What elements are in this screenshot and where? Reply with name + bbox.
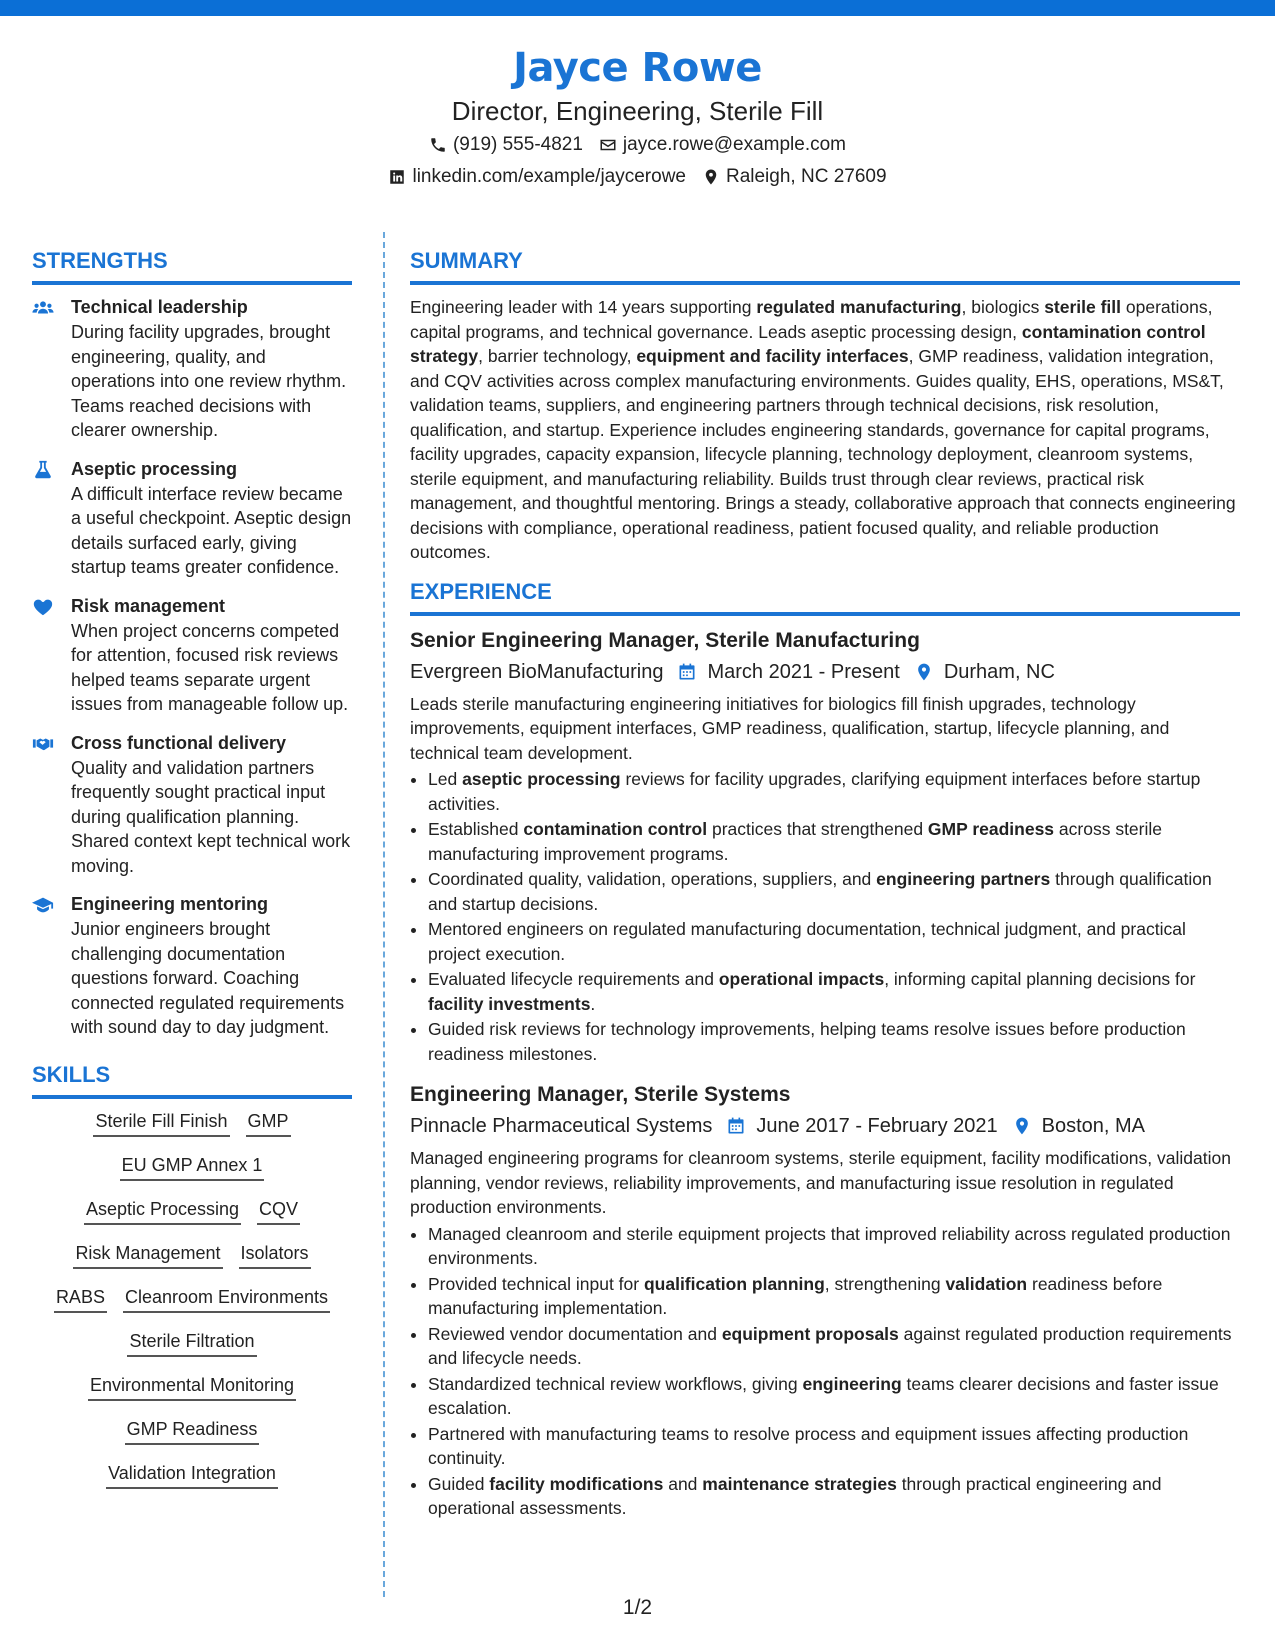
- phone-contact[interactable]: [429, 130, 583, 160]
- email-contact[interactable]: [599, 130, 846, 160]
- bullet-item: • Guided facility modifications and maintenance strategies through practical engineering and operational assessments.: [428, 1472, 1240, 1521]
- bold-keyword: equipment proposals: [721, 1323, 899, 1344]
- location-contact: [702, 162, 887, 192]
- job-meta: [410, 656, 1240, 688]
- contact-row-1: [0, 130, 1275, 160]
- map-pin-icon: [914, 662, 934, 682]
- calendar-icon: [677, 662, 697, 682]
- job-company: Pinnacle Pharmaceutical Systems: [410, 1115, 713, 1137]
- skill-row: [32, 1285, 352, 1313]
- job-location: Boston, MA: [1041, 1115, 1146, 1137]
- flask-icon: [32, 459, 54, 481]
- bold-keyword: GMP readiness: [927, 819, 1055, 839]
- bold-keyword: operational impacts: [718, 969, 885, 989]
- linkedin-contact[interactable]: [388, 162, 686, 192]
- strength-item: [32, 457, 352, 580]
- skill-row: [32, 1373, 352, 1401]
- job-description: Managed engineering programs for cleanroom systems, sterile equipment, facility modifications, validation planning, vendor reviews, reliability improvements, and manufacturing issue resolution in regulated production environments.: [410, 1148, 1231, 1217]
- bold-keyword: facility modifications: [489, 1473, 664, 1494]
- summary-heading: SUMMARY: [410, 246, 1240, 285]
- skill-tag: CQV: [257, 1197, 300, 1225]
- job-entry: [410, 1080, 1240, 1521]
- bullet-item: • Mentored engineers on regulated manufacturing documentation, technical judgment, and practical project execution.: [428, 917, 1240, 966]
- bullet-item: • Provided technical input for qualification planning, strengthening validation readiness before manufacturing implementation.: [428, 1272, 1240, 1321]
- job-bullets: [410, 767, 1240, 1066]
- skill-tag: GMP: [246, 1109, 291, 1137]
- candidate-name: Jayce Rowe: [513, 45, 762, 91]
- skill-row: [32, 1153, 352, 1181]
- bold-keyword: contamination control strategy: [410, 321, 1206, 366]
- candidate-title: Director, Engineering, Sterile Fill: [451, 96, 824, 126]
- job-meta: [410, 1110, 1240, 1142]
- strength-description: During facility upgrades, brought engineering, quality, and operations into one review rhythm. Teams reached decisions with clearer ownership.: [71, 322, 347, 440]
- bold-keyword: validation: [945, 1273, 1028, 1294]
- bold-keyword: contamination control: [523, 819, 708, 839]
- strength-description: When project concerns competed for attention, focused risk reviews helped teams separate urgent issues from manageable follow up.: [71, 620, 349, 714]
- skill-tag: Environmental Monitoring: [88, 1373, 296, 1401]
- bold-keyword: facility investments: [428, 993, 591, 1014]
- bullet-item: • Managed cleanroom and sterile equipment projects that improved reliability across regulated production environments.: [428, 1222, 1240, 1271]
- bullet-item: • Evaluated lifecycle requirements and operational impacts, informing capital planning decisions for facility investments.: [428, 967, 1240, 1016]
- skill-row: [32, 1109, 352, 1137]
- phone-icon: [429, 136, 447, 154]
- skill-tag: GMP Readiness: [125, 1417, 260, 1445]
- resume-header: [0, 42, 1275, 192]
- email-text: jayce.rowe@example.com: [622, 134, 847, 155]
- skill-tag: Risk Management: [73, 1241, 222, 1269]
- summary-text: Engineering leader with 14 years supporting regulated manufacturing, biologics sterile fill operations, capital programs, and technical governance. Leads aseptic processing design, contamination control strategy, barrier technology, equipment and facility interfaces, GMP readiness, validation integration, and CQV activities across complex manufacturing environments. Guides quality, EHS, operations, MS&T, validation teams, suppliers, and engineering partners through technical decisions, risk resolution, qualification, and startup. Experience includes engineering standards, governance for capital programs, facility upgrades, capacity expansion, lifecycle planning, technology deployment, cleanroom systems, sterile equipment, and manufacturing reliability. Builds trust through clear reviews, practical risk management, and thoughtful mentoring. Brings a steady, collaborative approach that connects engineering decisions with compliance, operational readiness, patient focused quality, and reliable production outcomes.: [410, 297, 1236, 562]
- strength-title: Risk management: [71, 595, 226, 616]
- bullet-item: • Partnered with manufacturing teams to resolve process and equipment issues affecting production continuity.: [428, 1422, 1240, 1471]
- bold-keyword: sterile fill: [1044, 297, 1122, 317]
- bullet-item: • Led aseptic processing reviews for facility upgrades, clarifying equipment interfaces before startup activities.: [428, 767, 1240, 816]
- envelope-icon: [599, 136, 617, 154]
- column-divider: [383, 232, 385, 1597]
- phone-text: (919) 555-4821: [452, 134, 583, 155]
- experience-list: [410, 626, 1240, 1521]
- bold-keyword: maintenance strategies: [702, 1473, 897, 1494]
- strength-title: Technical leadership: [71, 297, 248, 317]
- bullet-item: • Reviewed vendor documentation and equipment proposals against regulated production requirements and lifecycle needs.: [428, 1322, 1240, 1371]
- strengths-heading: STRENGTHS: [32, 246, 352, 285]
- skill-row: [32, 1329, 352, 1357]
- skill-row: [32, 1417, 352, 1445]
- skills-heading: SKILLS: [32, 1060, 352, 1099]
- skill-tag: Sterile Fill Finish: [93, 1109, 229, 1137]
- bold-keyword: equipment and facility interfaces: [636, 346, 909, 366]
- skill-tag: Aseptic Processing: [84, 1197, 241, 1225]
- job-company: Evergreen BioManufacturing: [410, 660, 664, 683]
- skill-row: [32, 1197, 352, 1225]
- job-dates: March 2021 - Present: [707, 660, 900, 683]
- strength-title: Cross functional delivery: [71, 732, 287, 753]
- users-icon: [32, 297, 54, 319]
- bold-keyword: aseptic processing: [462, 769, 621, 789]
- job-entry: [410, 626, 1240, 1067]
- skill-row: [32, 1461, 352, 1489]
- strength-description: A difficult interface review became a useful checkpoint. Aseptic design details surfaced early, giving startup teams greater confidence.: [71, 483, 352, 577]
- bullet-item: • Guided risk reviews for technology improvements, helping teams resolve issues before production readiness milestones.: [428, 1017, 1240, 1066]
- skill-tag: EU GMP Annex 1: [120, 1153, 265, 1181]
- skill-tag: Isolators: [239, 1241, 311, 1269]
- skill-tag: Validation Integration: [106, 1461, 278, 1489]
- job-description: Leads sterile manufacturing engineering initiatives for biologics fill finish upgrades, technology improvements, equipment interfaces, GMP readiness, qualification, startup, lifecycle planning, and technical team development.: [410, 693, 1170, 763]
- strength-item: [32, 594, 352, 717]
- left-column: [32, 246, 352, 1505]
- linkedin-icon: [388, 168, 406, 186]
- bullet-item: • Coordinated quality, validation, operations, suppliers, and engineering partners through qualification and startup decisions.: [428, 867, 1240, 916]
- job-title: Senior Engineering Manager, Sterile Manufacturing: [410, 628, 920, 652]
- map-pin-icon: [702, 168, 720, 186]
- job-bullets: [410, 1222, 1240, 1521]
- bullet-item: • Standardized technical review workflows, giving engineering teams clearer decisions and faster issue escalation.: [428, 1372, 1240, 1421]
- map-pin-icon: [1012, 1116, 1032, 1136]
- strength-description: Junior engineers brought challenging documentation questions forward. Coaching connected regulated requirements with sound day to day judgment.: [71, 919, 345, 1037]
- strength-title: Aseptic processing: [71, 458, 238, 479]
- job-location: Durham, NC: [943, 660, 1055, 683]
- page-number: 1/2: [622, 1596, 653, 1619]
- strength-item: [32, 892, 352, 1040]
- strength-item: [32, 731, 352, 879]
- skills-list: [32, 1109, 352, 1489]
- bold-keyword: engineering partners: [876, 869, 1051, 889]
- handshake-icon: [32, 733, 54, 755]
- strength-description: Quality and validation partners frequently sought practical input during qualification planning. Shared context kept technical work moving.: [71, 757, 351, 876]
- skill-tag: Sterile Filtration: [127, 1329, 256, 1357]
- bullet-item: • Established contamination control practices that strengthened GMP readiness across sterile manufacturing improvement programs.: [428, 817, 1240, 866]
- skill-row: [32, 1241, 352, 1269]
- job-dates: June 2017 - February 2021: [756, 1115, 998, 1137]
- contact-row-2: [0, 162, 1275, 192]
- right-column: [410, 246, 1240, 1535]
- calendar-icon: [726, 1116, 746, 1136]
- location-text: Raleigh, NC 27609: [725, 166, 887, 187]
- linkedin-text: linkedin.com/example/jaycerowe: [412, 166, 686, 187]
- job-title: Engineering Manager, Sterile Systems: [410, 1083, 791, 1106]
- heart-icon: [32, 596, 54, 618]
- skill-tag: Cleanroom Environments: [123, 1285, 330, 1313]
- graduation-cap-icon: [32, 894, 54, 916]
- experience-heading: EXPERIENCE: [410, 577, 1240, 616]
- skill-tag: RABS: [54, 1285, 107, 1313]
- bold-keyword: regulated manufacturing: [756, 297, 962, 317]
- bold-keyword: engineering: [802, 1373, 902, 1394]
- top-accent-bar: [0, 0, 1275, 16]
- strength-title: Engineering mentoring: [71, 894, 269, 914]
- strength-item: [32, 295, 352, 443]
- bold-keyword: qualification planning: [643, 1273, 825, 1294]
